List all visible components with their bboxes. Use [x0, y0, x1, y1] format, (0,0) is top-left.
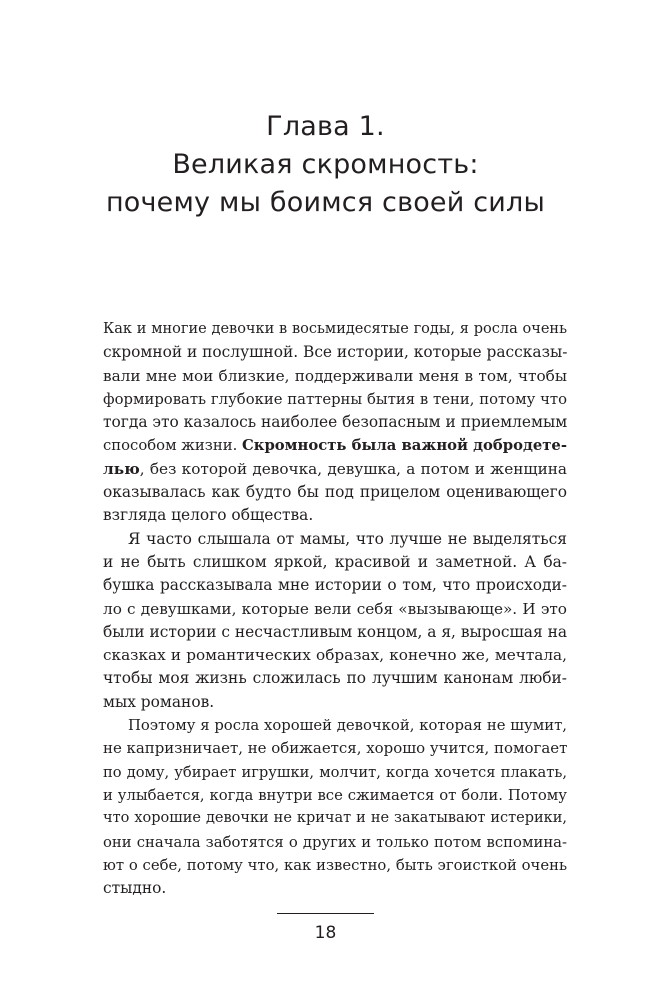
chapter-number: Глава 1. [266, 111, 385, 142]
text-line: чтобы моя жизнь сложилась по лучшим канонам люби- [103, 669, 567, 688]
text-line: что хорошие девочки не кричат и не закатывают истерики, [103, 810, 567, 827]
page-number: 18 [314, 923, 337, 943]
bold-emphasis: Скромность была важной добродете- [242, 437, 567, 455]
text-line: и улыбается, когда внутри все сжимается от боли. Потому [103, 786, 567, 804]
text-line: ло с девушками, которые вели себя «вызывающе». И это [103, 599, 567, 618]
text-line: сказках и романтических образах, конечно же, мечтала, [103, 646, 567, 665]
text-line: и не быть слишком яркой, красивой и заметной. А ба- [103, 552, 567, 571]
text-line: по дому, убирает игрушки, молчит, когда хочется плакать, [103, 763, 567, 781]
paragraph-1 [103, 318, 567, 528]
text-line: формировать глубокие паттерны бытия в тени, потому что [103, 390, 567, 408]
text-fragment: , без которой девочка, девушка, а потом и женщина [139, 459, 567, 478]
footer-divider [277, 913, 374, 914]
chapter-heading [0, 108, 651, 222]
text-line: скромной и послушной. Все истории, которые рассказы- [103, 343, 568, 362]
text-line [103, 458, 567, 481]
body-text [103, 318, 567, 900]
text-line: стыдно. [103, 879, 167, 898]
paragraph-2 [103, 528, 567, 714]
text-line: Поэтому я росла хорошей девочкой, которая не шумит, [128, 717, 567, 735]
text-line: Я часто слышала от мамы, что лучше не выделяться [128, 529, 567, 548]
text-line: были истории с несчастливым концом, а я, выросшая на [103, 622, 567, 641]
text-line: бушка рассказывала мне истории о том, что происходи- [103, 576, 567, 595]
bold-emphasis: лью [103, 459, 140, 478]
text-line: вали мне мои близкие, поддерживали меня в том, чтобы [103, 366, 567, 385]
text-line: взгляда целого общества. [103, 506, 314, 525]
text-line: они сначала заботятся о других и только потом вспомина- [103, 833, 567, 851]
text-line: Как и многие девочки в восьмидесятые годы, я росла очень [103, 321, 567, 337]
text-line: не капризничает, не обижается, хорошо учится, помогает [103, 739, 568, 758]
text-line: оказывалась как будто бы под прицелом оценивающего [103, 483, 567, 502]
chapter-title-line-1: Великая скромность: [172, 149, 479, 180]
text-fragment: способом жизни. [103, 437, 242, 455]
chapter-title-line-2: почему мы боимся своей силы [105, 187, 546, 218]
text-line: ют о себе, потому что, как известно, быть эгоисткой очень [103, 856, 567, 874]
text-line: тогда это казалось наиболее безопасным и приемлемым [103, 413, 568, 432]
paragraph-3 [103, 714, 567, 900]
text-line: мых романов. [103, 692, 215, 711]
text-line [103, 434, 567, 457]
